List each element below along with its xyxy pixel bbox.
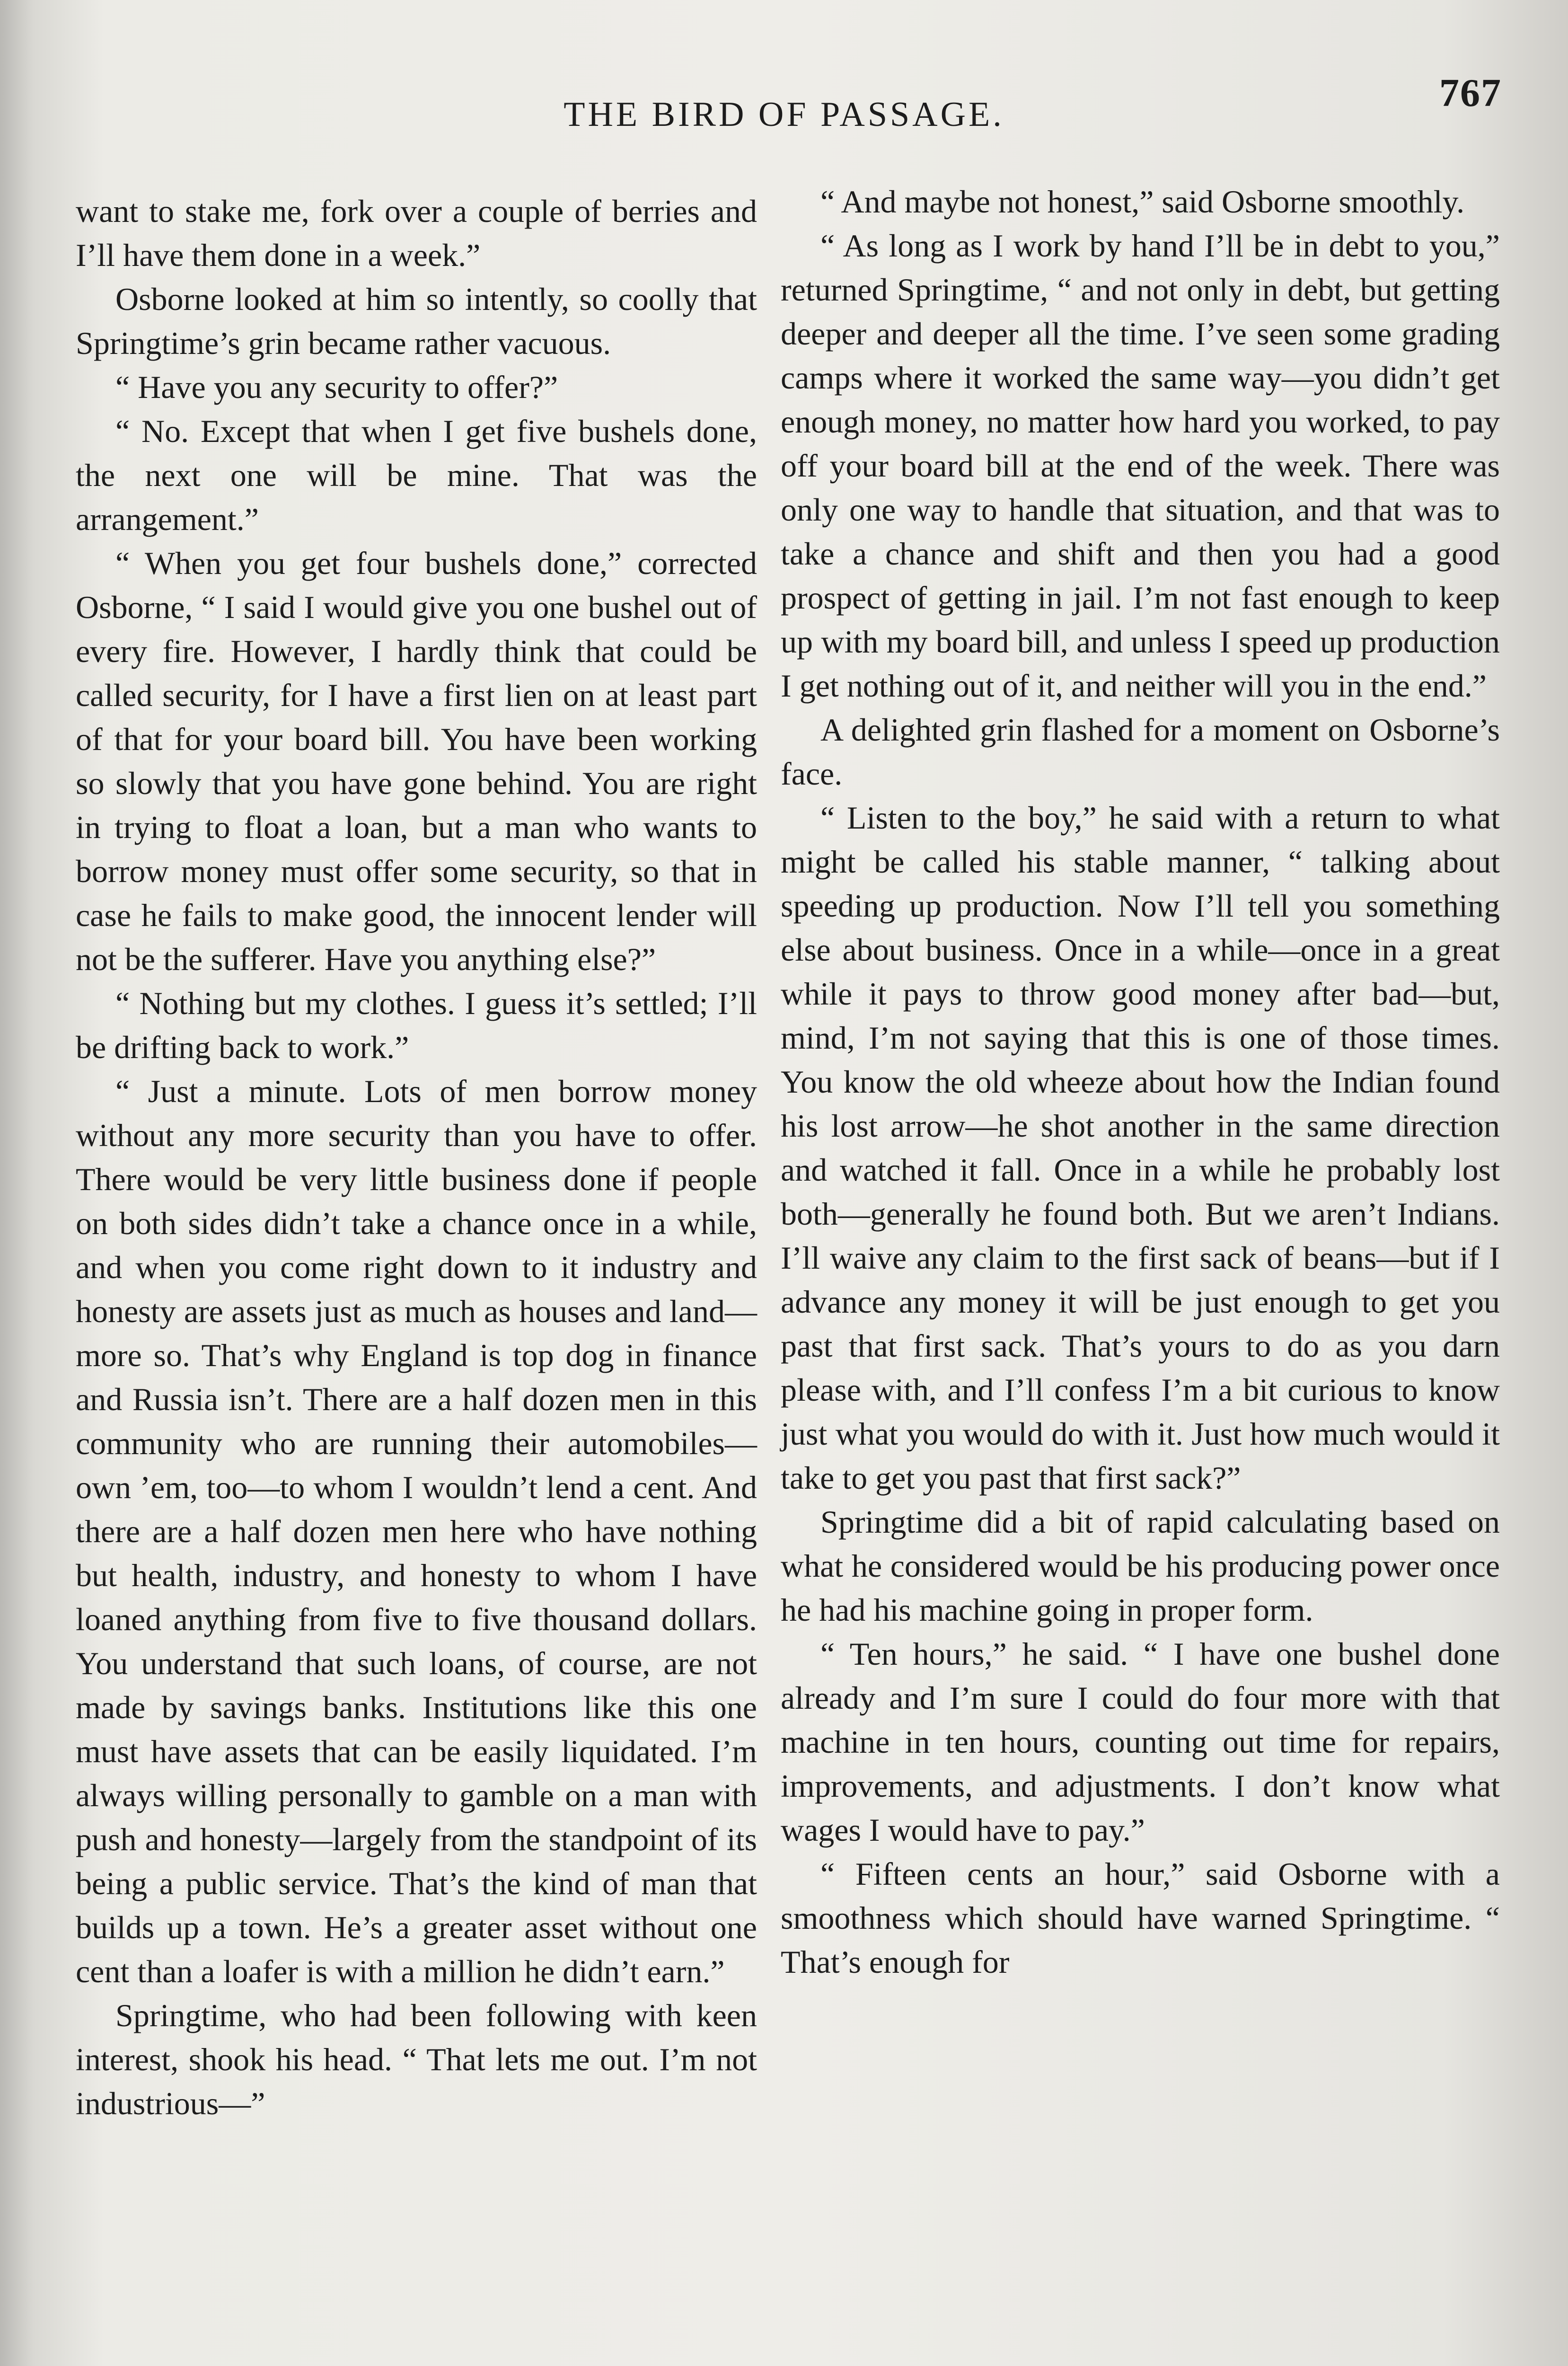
page-number: 767 [1439, 71, 1502, 115]
paragraph: “ Fifteen cents an hour,” said Osborne with a smoothness which should have warned Springtime. “ That’s enough for [781, 1856, 1500, 1980]
paragraph: “ As long as I work by hand I’ll be in debt to you,” returned Springtime, “ and not only in debt, but getting deeper and deeper all the time. I’ve seen some grading camps where it worked the same way—you didn’t get enough money, no matter how hard you worked, to pay off your board bill at the end of the week. There was only one way to handle that situation, and that was to take a chance and shift and then you had a good prospect of getting in jail. I’m not fast enough to keep up with my board bill, and unless I speed up production I get nothing out of it, and neither will you in the end.” [781, 228, 1500, 704]
paragraph: “ No. Except that when I get five bushels done, the next one will be mine. That was the arrangement.” [76, 413, 757, 537]
paragraph: “ Ten hours,” he said. “ I have one bushel done already and I’m sure I could do four more with that machine in ten hours, counting out time for repairs, improvements, and adjustments. I don’t know what wages I would have to pay.” [781, 1636, 1500, 1848]
paragraph: “ And maybe not honest,” said Osborne smoothly. [820, 184, 1465, 220]
right-text-column [781, 180, 1500, 1984]
paragraph: “ Just a minute. Lots of men borrow money without any more security than you have to offer. There would be very little business done if people on both sides didn’t take a chance once in a while, and when you come right down to it industry and honesty are assets just as much as houses and land—more so. That’s why England is top dog in finance and Russia isn’t. There are a half dozen men in this community who are running their automobiles—own ’em, too—to whom I wouldn’t lend a cent. And there are a half dozen men here who have nothing but health, industry, and honesty to whom I have loaned anything from five to five thousand dollars. You understand that such loans, of course, are not made by savings banks. Institutions like this one must have assets that can be easily liquidated. I’m always willing personally to gamble on a man with push and honesty—largely from the standpoint of its being a public service. That’s the kind of man that builds up a town. He’s a greater asset without one cent than a loafer is with a million he didn’t earn.” [76, 1073, 757, 1989]
left-text-column [76, 189, 757, 2126]
paragraph: Springtime, who had been following with keen interest, shook his head. “ That lets me out. I’m not industrious—” [76, 1997, 757, 2121]
running-title: THE BIRD OF PASSAGE. [564, 95, 1004, 134]
paragraph: “ Nothing but my clothes. I guess it’s settled; I’ll be drifting back to work.” [76, 985, 757, 1065]
paragraph: Springtime did a bit of rapid calculating based on what he considered would be his producing power once he had his machine going in proper form. [781, 1504, 1500, 1628]
paragraph: Osborne looked at him so intently, so coolly that Springtime’s grin became rather vacuous. [76, 281, 757, 361]
paragraph: “ Listen to the boy,” he said with a return to what might be called his stable manner, “ talking about speeding up production. Now I’ll tell you something else about business. Once in a while—once in a great while it pays to throw good money after bad—but, mind, I’m not saying that this is one of those times. You know the old wheeze about how the Indian found his lost arrow—he shot another in the same direction and watched it fall. Once in a while he probably lost both—generally he found both. But we aren’t Indians. I’ll waive any claim to the first sack of beans—but if I advance any money it will be just enough to get you past that first sack. That’s yours to do as you darn please with, and I’ll confess I’m a bit curious to know just what you would do with it. Just how much would it take to get you past that first sack?” [781, 800, 1500, 1496]
paragraph: “ When you get four bushels done,” corrected Osborne, “ I said I would give you one bushel out of every fire. However, I hardly think that could be called security, for I have a first lien on at least part of that for your board bill. You have been working so slowly that you have gone behind. You are right in trying to float a loan, but a man who wants to borrow money must offer some security, so that in case he fails to make good, the innocent lender will not be the sufferer. Have you anything else?” [76, 545, 757, 977]
paragraph: A delighted grin flashed for a moment on Osborne’s face. [781, 712, 1500, 792]
paragraph: want to stake me, fork over a couple of berries and I’ll have them done in a week.” [76, 193, 757, 273]
paragraph: “ Have you any security to offer?” [115, 369, 558, 405]
